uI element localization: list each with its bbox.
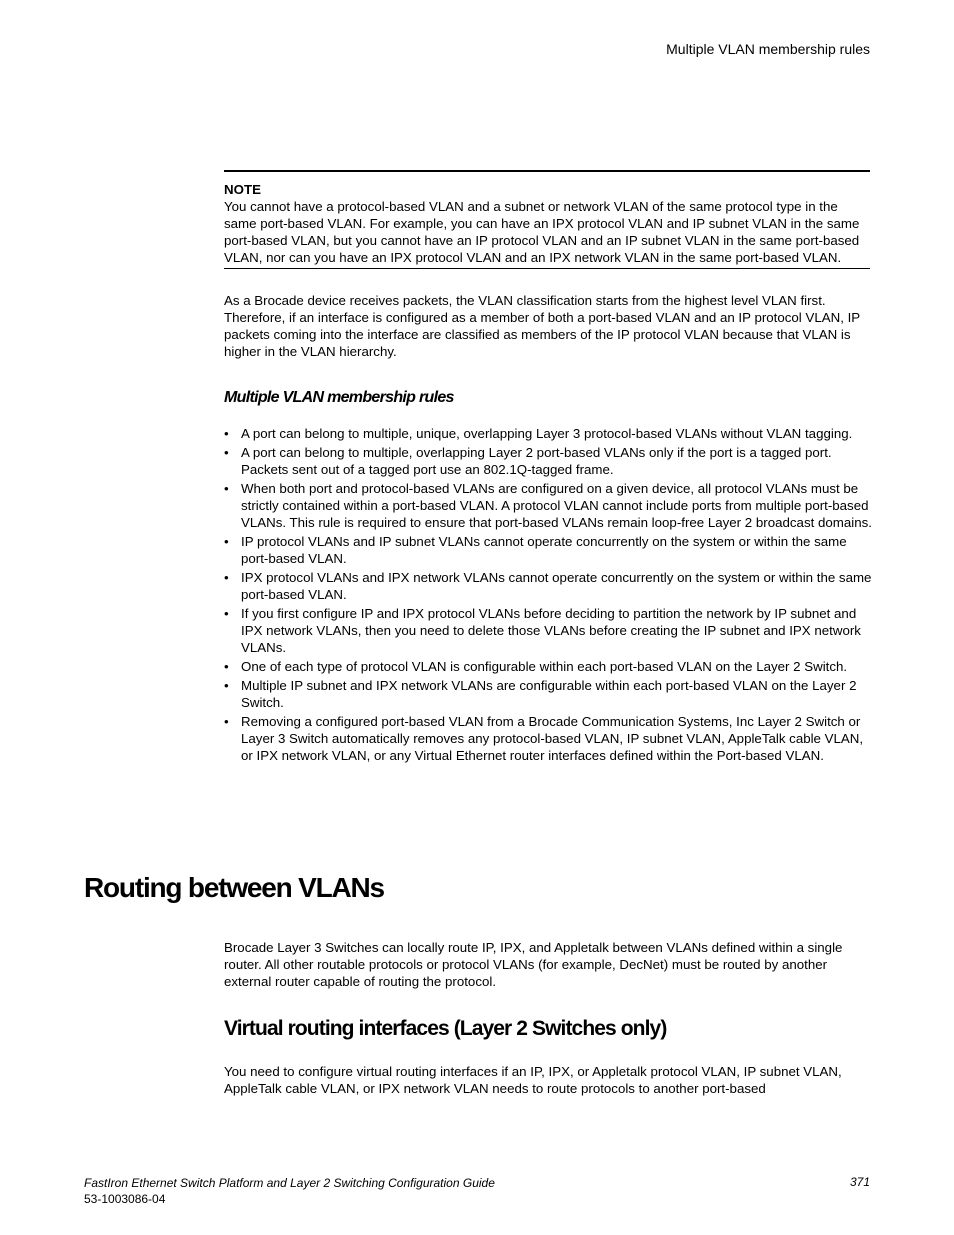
bullet-icon: • [224,534,229,549]
routing-heading: Routing between VLANs [84,872,384,903]
bullet-icon: • [224,481,229,496]
list-item: • A port can belong to multiple, unique, overlapping Layer 3 protocol-based VLANs without VLAN tagging. [224,426,853,441]
footer-doc-info [84,1175,495,1207]
list-item: • IPX protocol VLANs and IPX network VLANs cannot operate concurrently on the system or within the same port-based VLAN. [224,570,872,602]
note-text: You cannot have a protocol-based VLAN and a subnet or network VLAN of the same protocol type in the same port-based VLAN. For example, you can have an IPX protocol VLAN and IP subnet VLAN in the same port-based VLAN, but you cannot have an IP protocol VLAN and an IP subnet VLAN in the same port-based VLAN, nor can you have an IPX protocol VLAN and an IPX network VLAN in the same port-based VLAN. [224,199,860,265]
page-number: 371 [849,1175,870,1189]
footer-doc-title: FastIron Ethernet Switch Platform and Layer 2 Switching Configuration Guide [84,1176,495,1190]
list-item: • Removing a configured port-based VLAN from a Brocade Communication Systems, Inc Layer 2 Switch or Layer 3 Switch automatically removes any protocol-based VLAN, IP subnet VLAN, AppleTalk cable VLAN, or IPX network VLAN, or any Virtual Ethernet router interfaces defined within the Port-based VLAN. [224,714,864,763]
routing-paragraph: Brocade Layer 3 Switches can locally route IP, IPX, and Appletalk between VLANs defined within a single router. All other routable protocols or protocol VLANs (for example, DecNet) must be routed by another external router capable of routing the protocol. [224,940,843,989]
list-item: • One of each type of protocol VLAN is configurable within each port-based VLAN on the Layer 2 Switch. [224,659,848,674]
list-item: • When both port and protocol-based VLANs are configured on a given device, all protocol VLANs must be strictly contained within a port-based VLAN. A protocol VLAN cannot include ports from multiple port-based VLANs. This rule is required to ensure that port-based VLANs remain loop-free Layer 2 broadcast domains. [224,481,872,530]
bullet-icon: • [224,445,229,460]
rules-heading: Multiple VLAN membership rules [224,389,454,406]
rules-list [224,425,872,766]
bullet-icon: • [224,570,229,585]
note-box [224,170,870,269]
virtual-paragraph: You need to configure virtual routing interfaces if an IP, IPX, or Appletalk protocol VLAN, IP subnet VLAN, AppleTalk cable VLAN, or IPX network VLAN needs to route protocols to another port-based [224,1064,842,1096]
intro-paragraph: As a Brocade device receives packets, the VLAN classification starts from the highest level VLAN first. Therefore, if an interface is configured as a member of both a port-based VLAN and an IP protocol VLAN, IP packets coming into the interface are classified as members of the IP protocol VLAN because that VLAN is higher in the VLAN hierarchy. [224,293,860,359]
list-item: • IP protocol VLANs and IP subnet VLANs cannot operate concurrently on the system or within the same port-based VLAN. [224,534,847,566]
list-item: • If you first configure IP and IPX protocol VLANs before deciding to partition the network by IP subnet and IPX network VLANs, then you need to delete those VLANs before creating the IP subnet and IPX network VLANs. [224,606,861,655]
bullet-icon: • [224,659,229,674]
note-label: NOTE [224,182,261,197]
running-header: Multiple VLAN membership rules [666,41,870,57]
list-item: • Multiple IP subnet and IPX network VLANs are configurable within each port-based VLAN on the Layer 2 Switch. [224,678,857,710]
list-item: • A port can belong to multiple, overlapping Layer 2 port-based VLANs only if the port is a tagged port. Packets sent out of a tagged port use an 802.1Q-tagged frame. [224,445,832,477]
footer-doc-number: 53-1003086-04 [84,1192,166,1206]
bullet-icon: • [224,714,229,729]
bullet-icon: • [224,606,229,621]
virtual-heading: Virtual routing interfaces (Layer 2 Switches only) [224,1017,667,1040]
bullet-icon: • [224,426,229,441]
bullet-icon: • [224,678,229,693]
